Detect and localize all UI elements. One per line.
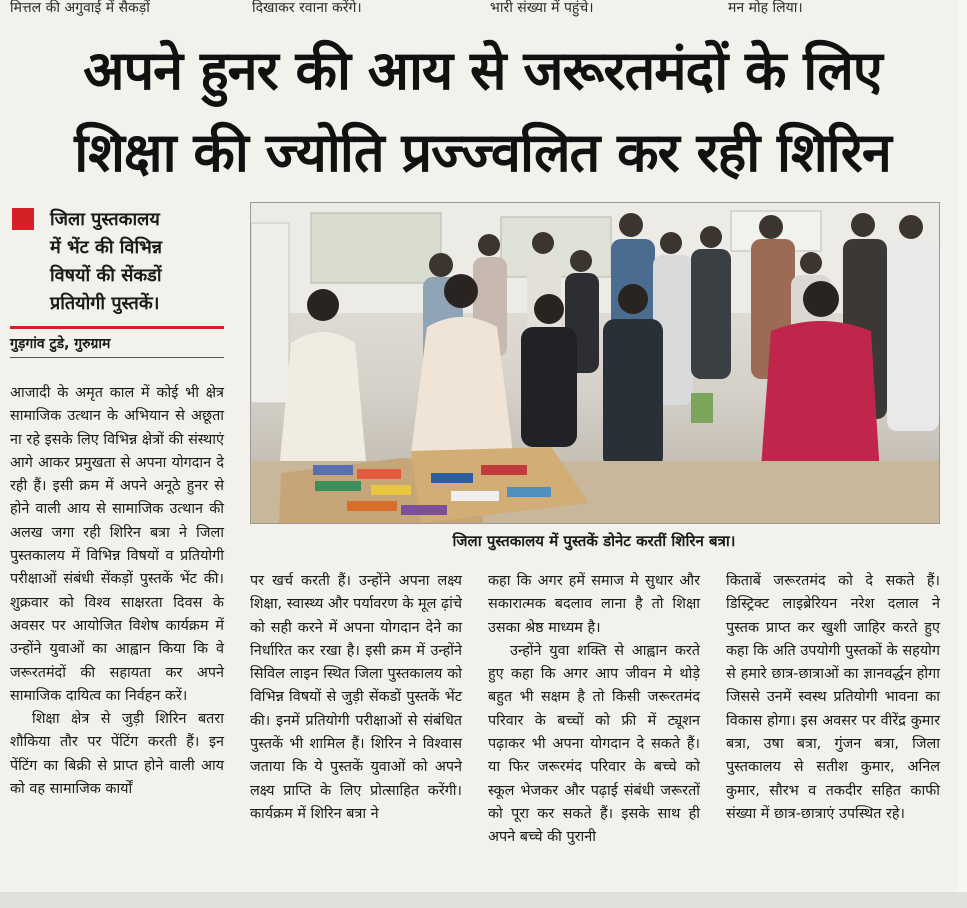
byline-divider — [10, 357, 224, 358]
paragraph: शिक्षा क्षेत्र से जुड़ी शिरिन बतरा शौकिया तौर पर पेंटिंग करती हैं। इन पेंटिंग का बिक्री से प्राप्त होने वाली आय को वह सामाजिक कार्यों — [10, 711, 224, 798]
article-column-2 — [250, 570, 462, 826]
top-snippet-1: मित्तल की अगुवाई में सैकड़ों — [10, 0, 150, 16]
headline-line-1: अपने हुनर की आय से जरूरतमंदों के लिए — [83, 39, 882, 102]
article-column-1 — [10, 382, 224, 801]
paragraph: कहा कि अगर हमें समाज मे सुधार और सकारात्मक बदलाव लाना है तो शिक्षा उसका श्रेष्ठ माध्यम है। — [488, 573, 700, 636]
top-snippet-2: दिखाकर रवाना करेंगे। — [252, 0, 362, 16]
paragraph: पर खर्च करती हैं। उन्होंने अपना लक्ष्य शिक्षा, स्वास्थ्य और पर्यावरण के मूल ढ़ांचे को सही करने में अपना योगदान देने का निर्धारित कर रखा है। इसी क्रम में उन्होंने सिविल लाइन स्थित जिला पुस्तकालय को विभिन्न विषयों से जुड़ी सेंकडों पुस्तकें भेंट की। इनमें प्रतियोगी परीक्षाओं से संबंधित पुस्तकें भी शामिल हैं। शिरिन ने विश्वास जताया कि ये पुस्तकें युवाओं को अपने लक्ष्य प्राप्ति के लिए प्रोत्साहित करेंगी। कार्यक्रम में शिरिन बत्रा ने — [250, 573, 462, 822]
subhead — [50, 206, 222, 318]
paragraph: किताबें जरूरतमंद को दे सकते हैं। डिस्ट्रिक्ट लाइब्रेरियन नरेश दलाल ने पुस्तक प्राप्त कर खुशी जाहिर करते हुए कहा कि अति उपयोगी पुस्तकों के सहयोग से हमारे छात्र-छात्राओं का ज्ञानवर्द्धन होगा जिससे उनमें स्वस्थ प्रतियोगी भावना का विकास होगा। इस अवसर पर वीरेंद्र कुमार बत्रा, उषा बत्रा, गुंजन बत्रा, जिला पुस्तकालय से सतीश कुमार, अनिल कुमार, सौरभ व तकदीर सहित काफी संख्या में छात्र-छात्राएं उपस्थित रहे। — [726, 573, 940, 822]
subhead-line: प्रतियोगी पुस्तकें। — [50, 293, 160, 314]
paragraph: उन्होंने युवा शक्ति से आह्वान करते हुए कहा कि अगर आप जीवन मे थोड़े बहुत भी सक्षम है तो किसी जरूरतमंद परिवार के बच्चों को फ्री में ट्यूशन पढ़ाकर भी अपना योगदान दे सकते हैं। या फिर जरूरमंद परिवार के बच्चे को स्कूल भेजकर और पढ़ाई संबंधी जरूरतों को पूरा कर सकते हैं। इसके साथ ही अपने बच्चे की पुरानी — [488, 642, 700, 846]
byline: गुड़गांव टुडे, गुरुग्राम — [10, 336, 111, 352]
top-snippet-4: मन मोह लिया। — [728, 0, 803, 16]
bullet-square-icon — [12, 208, 34, 230]
page-edge-right — [958, 0, 967, 908]
subhead-line: विषयों की सेंकडों — [50, 265, 162, 286]
article-column-4 — [726, 570, 940, 826]
headline-line-2: शिक्षा की ज्योति प्रज्ज्वलित कर रही शिरिन — [74, 121, 891, 184]
subhead-line: में भेंट की विभिन्न — [50, 237, 163, 258]
group-photo-illustration — [251, 203, 939, 523]
page-edge-bottom — [0, 892, 967, 908]
photo-caption: जिला पुस्तकालय में पुस्तकें डोनेट करतीं शिरिन बत्रा। — [452, 532, 736, 550]
subhead-divider — [10, 326, 224, 329]
subhead-line: जिला पुस्तकालय — [50, 209, 160, 230]
paragraph: आजादी के अमृत काल में कोई भी क्षेत्र सामाजिक उत्थान के अभियान से अछूता ना रहे इसके लिए विभिन्न क्षेत्रों की संस्थाएं आगे आकर प्रमुखता से अपना योगदान दे रही हैं। इसी क्रम में अपने अनूठे हुनर से होने वाली आय से सामाजिक उत्थान की अलख जगा रही शिरिन बत्रा ने जिला पुस्तकालय में विभिन्न विषयों व प्रतियोगी परीक्षाओं संबंधी सेंकड़ों पुस्तकें भेंट की। शुक्रवार को विश्व साक्षरता दिवस के अवसर पर आयोजित विशेष कार्यक्रम में उन्होंने युवाओं का आह्वान किया कि वे जरूरतमंदों की सहायता कर अपने सामाजिक दायित्व का निर्वहन करें। — [10, 385, 224, 704]
article-column-3 — [488, 570, 700, 850]
article-photo — [250, 202, 940, 524]
top-snippet-3: भारी संख्या में पहुंचे। — [490, 0, 594, 16]
